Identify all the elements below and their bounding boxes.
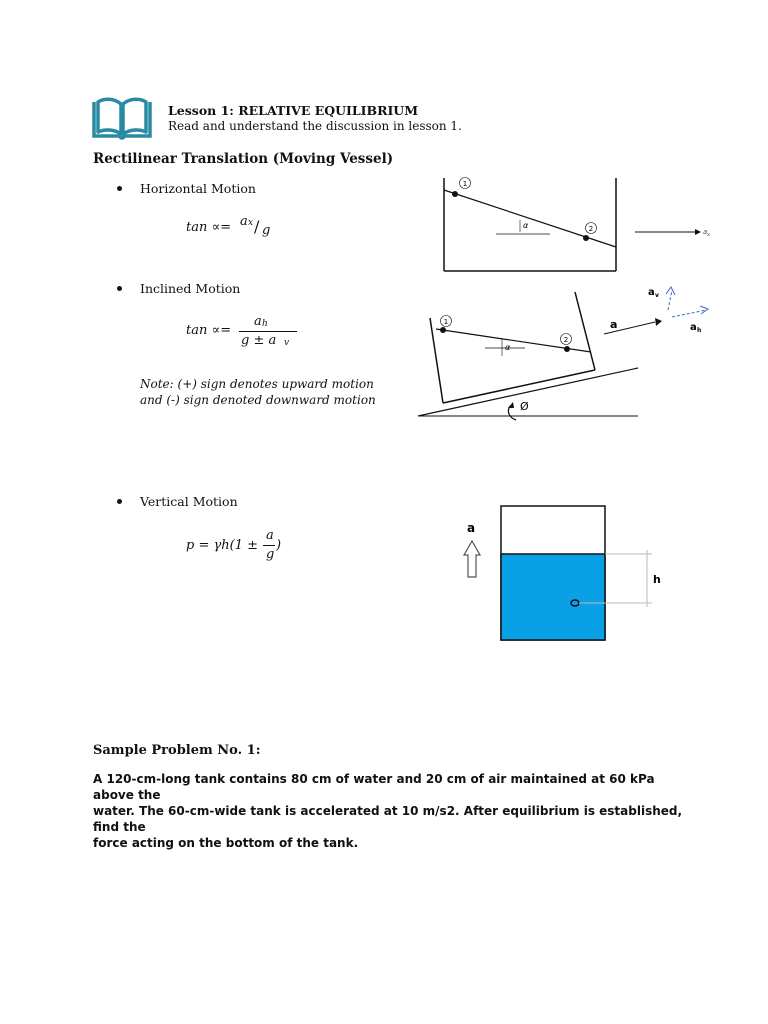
book-icon: [90, 96, 154, 142]
sample-line-2: water. The 60-cm-wide tank is accelerated at 10 m/s2. After equilibrium is established, find the: [93, 804, 683, 834]
point-2-label: 2: [563, 336, 569, 344]
sample-line-1: A 120-cm-long tank contains 80 cm of water and 20 cm of air maintained at 60 kPa above the: [93, 772, 655, 802]
accel-label: a: [467, 521, 476, 535]
accel-label: a: [610, 318, 618, 331]
accel-sub: x: [707, 232, 710, 238]
formula-close: ): [276, 538, 282, 553]
lesson-title: Lesson 1: RELATIVE EQUILIBRIUM: [168, 103, 419, 118]
bullet-dot: [117, 186, 122, 191]
formula-numerator-sub: x: [248, 218, 254, 228]
formula-numerator-sub: h: [262, 319, 268, 329]
sign-note: [140, 376, 376, 408]
formula-lhs: tan ∝=: [186, 220, 232, 235]
formula-lhs: tan ∝=: [186, 323, 232, 338]
horizontal-motion-diagram: [430, 172, 720, 277]
formula-denominator-sub: v: [284, 338, 290, 348]
ah-sub: h: [697, 327, 702, 334]
formula-slash: /: [254, 217, 260, 236]
formula-inclined: [186, 314, 326, 354]
formula-denominator: g: [262, 223, 271, 238]
angle-label: α: [505, 343, 511, 352]
point-1-label: 1: [462, 180, 468, 188]
point-2-label: 2: [588, 225, 594, 233]
point-1-label: 1: [443, 318, 449, 326]
sample-line-3: force acting on the bottom of the tank.: [93, 836, 359, 850]
sample-problem-text: [93, 771, 693, 851]
topic-inclined-label: Inclined Motion: [140, 281, 241, 296]
formula-frac-num: a: [266, 528, 274, 543]
note-line-1: Note: (+) sign denotes upward motion: [140, 377, 374, 391]
sample-problem-heading: Sample Problem No. 1:: [93, 743, 261, 758]
note-line-2: and (-) sign denoted downward motion: [140, 393, 376, 407]
formula-horizontal: [186, 214, 306, 244]
vertical-motion-diagram: [455, 495, 670, 650]
lesson-subtitle: Read and understand the discussion in lesson 1.: [168, 119, 462, 133]
phi-label: Ø: [520, 400, 529, 413]
formula-lhs: p = γh(1 ±: [186, 538, 258, 553]
av-label: a: [648, 287, 655, 298]
angle-label: α: [523, 221, 529, 230]
av-sub: v: [655, 292, 659, 299]
formula-fraction-bar: [239, 331, 297, 332]
formula-vertical: [186, 528, 306, 568]
accel-label: a: [703, 228, 708, 236]
formula-numerator: a: [240, 214, 248, 229]
height-label: h: [653, 573, 661, 586]
inclined-motion-diagram: [410, 278, 720, 428]
topic-vertical-label: Vertical Motion: [140, 494, 238, 509]
topic-horizontal-label: Horizontal Motion: [140, 181, 256, 196]
ah-label: a: [690, 322, 697, 333]
section-title: Rectilinear Translation (Moving Vessel): [93, 151, 394, 167]
formula-denominator: g ± a: [241, 333, 277, 348]
bullet-dot: [117, 286, 122, 291]
formula-numerator: a: [254, 314, 262, 329]
formula-fraction-bar: [263, 545, 275, 546]
formula-frac-den: g: [266, 547, 275, 562]
bullet-dot: [117, 499, 122, 504]
